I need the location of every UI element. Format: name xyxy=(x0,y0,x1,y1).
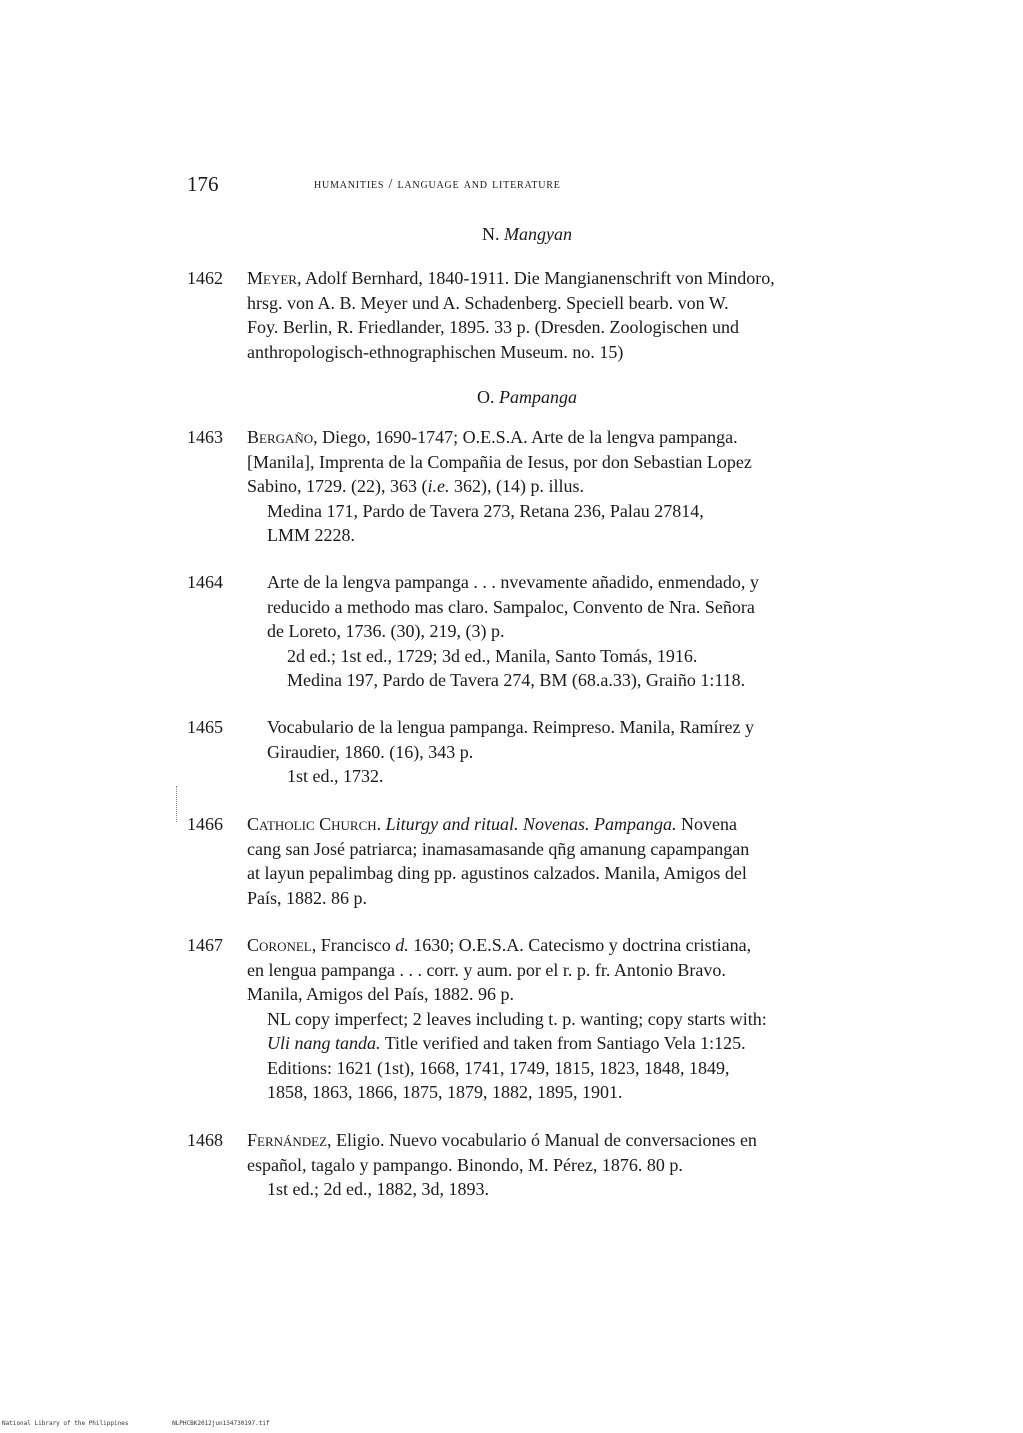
entry-line: Giraudier, 1860. (16), 343 p. xyxy=(267,741,474,762)
entry-1468 xyxy=(187,1128,867,1202)
entry-body xyxy=(267,715,867,789)
section-name: Pampanga xyxy=(499,387,577,407)
entry-note: Editions: 1621 (1st), 1668, 1741, 1749, 1815, 1823, 1848, 1849, xyxy=(267,1057,730,1078)
entry-line: hrsg. von A. B. Meyer und A. Schadenberg. Speciell bearb. von W. xyxy=(247,292,729,313)
section-letter: O. xyxy=(477,387,495,407)
entry-text: Title verified and taken from Santiago Vela 1:125. xyxy=(380,1033,746,1053)
entry-body xyxy=(247,1128,867,1202)
entry-line: Arte de la lengva pampanga . . . nvevamente añadido, enmendado, y xyxy=(267,572,759,592)
entry-text: Diego, 1690-1747; O.E.S.A. Arte de la lengva pampanga. xyxy=(322,427,738,447)
entry-text: Novena xyxy=(676,814,737,834)
entry-line: español, tagalo y pampango. Binondo, M. Pérez, 1876. 80 p. xyxy=(247,1154,683,1175)
section-heading-pampanga xyxy=(187,387,867,408)
entry-number: 1464 xyxy=(187,572,223,592)
entry-note: Medina 171, Pardo de Tavera 273, Retana 236, Palau 27814, xyxy=(267,500,704,521)
entry-note: LMM 2228. xyxy=(267,525,356,545)
entry-note: 1st ed., 1732. xyxy=(287,766,384,786)
entry-1463 xyxy=(187,425,867,548)
entry-line: de Loreto, 1736. (30), 219, (3) p. xyxy=(267,621,505,641)
entry-note: NL copy imperfect; 2 leaves including t. p. wanting; copy starts with: xyxy=(267,1008,767,1029)
section-name: Mangyan xyxy=(504,224,572,244)
entry-line: Vocabulario de la lengua pampanga. Reimpreso. Manila, Ramírez y xyxy=(267,717,755,737)
entry-text-italic: Uli nang tanda. xyxy=(267,1033,381,1053)
entry-note: 1858, 1863, 1866, 1875, 1879, 1882, 1895, 1901. xyxy=(267,1082,623,1102)
entry-text: 362), (14) p. illus. xyxy=(449,476,584,496)
entry-note: 1st ed.; 2d ed., 1882, 3d, 1893. xyxy=(267,1179,489,1199)
entry-line: en lengua pampanga . . . corr. y aum. por el r. p. fr. Antonio Bravo. xyxy=(247,959,726,980)
entry-body xyxy=(247,266,867,364)
entry-author: Coronel, xyxy=(247,935,317,955)
entry-line: cang san José patriarca; inamasamasande qñg amanung capampangan xyxy=(247,838,750,859)
footer-filename: NLPHCBK2012jun134730197.tif xyxy=(172,1420,270,1427)
section-letter: N. xyxy=(482,224,500,244)
section-heading-mangyan xyxy=(187,224,867,245)
running-title: humanities / language and literature xyxy=(314,177,561,192)
entry-text: Adolf Bernhard, 1840-1911. Die Mangianenschrift von Mindoro, xyxy=(304,268,775,288)
entry-line xyxy=(247,474,867,499)
scan-footer xyxy=(2,1420,310,1427)
entry-body xyxy=(247,812,867,910)
entry-text: Eligio. Nuevo vocabulario ó Manual de conversaciones en xyxy=(336,1130,757,1150)
entry-line: at layun pepalimbag ding pp. agustinos calzados. Manila, Amigos del xyxy=(247,863,747,883)
entry-text: 1630; O.E.S.A. Catecismo y doctrina cristiana, xyxy=(408,935,752,955)
entry-1462 xyxy=(187,266,867,364)
entry-line xyxy=(247,266,867,291)
entry-text-italic: i.e. xyxy=(427,476,450,496)
entry-author: Meyer, xyxy=(247,268,302,288)
entry-note: 2d ed.; 1st ed., 1729; 3d ed., Manila, Santo Tomás, 1916. xyxy=(287,645,698,666)
entry-line xyxy=(247,1128,867,1153)
entry-1464 xyxy=(187,570,867,693)
entry-text: Sabino, 1729. (22), 363 ( xyxy=(247,476,428,496)
entry-1467 xyxy=(187,933,867,1105)
entry-author: Fernández, xyxy=(247,1130,332,1150)
entry-body xyxy=(267,570,867,693)
entry-line: Foy. Berlin, R. Friedlander, 1895. 33 p. (Dresden. Zoologischen und xyxy=(247,317,740,337)
entry-note: Medina 197, Pardo de Tavera 274, BM (68.a.33), Graiño 1:118. xyxy=(287,670,746,690)
entry-number: 1468 xyxy=(187,1130,223,1150)
entry-line: País, 1882. 86 p. xyxy=(247,887,368,908)
margin-mark xyxy=(176,786,181,822)
entry-line: reducido a methodo mas claro. Sampaloc, Convento de Nra. Señora xyxy=(267,596,755,617)
entry-text-italic: Liturgy and ritual. Novenas. Pampanga. xyxy=(385,814,677,834)
entry-1466 xyxy=(187,812,867,910)
entry-line: anthropologisch-ethnographischen Museum. no. 15) xyxy=(247,341,624,362)
entry-line: [Manila], Imprenta de la Compañia de Iesus, por don Sebastian Lopez xyxy=(247,451,752,472)
entry-body xyxy=(247,425,867,548)
entry-number: 1465 xyxy=(187,717,223,737)
entry-author: Bergaño, xyxy=(247,427,318,447)
entry-1465 xyxy=(187,715,867,789)
entry-number: 1462 xyxy=(187,268,223,288)
entry-text: Francisco xyxy=(320,935,396,955)
footer-library: National Library of the Philippines xyxy=(2,1420,129,1427)
entry-author: Catholic Church. xyxy=(247,814,382,834)
entry-line xyxy=(247,933,867,958)
entry-line: Manila, Amigos del País, 1882. 96 p. xyxy=(247,984,514,1004)
entry-number: 1463 xyxy=(187,427,223,447)
running-head xyxy=(187,172,867,202)
entry-number: 1467 xyxy=(187,935,223,955)
entry-line xyxy=(247,812,867,837)
entry-body xyxy=(247,933,867,1105)
entry-number: 1466 xyxy=(187,814,223,834)
page-number: 176 xyxy=(187,172,219,196)
entry-line xyxy=(247,425,867,450)
entry-text-italic: d. xyxy=(395,935,409,955)
entry-note xyxy=(247,1031,867,1056)
